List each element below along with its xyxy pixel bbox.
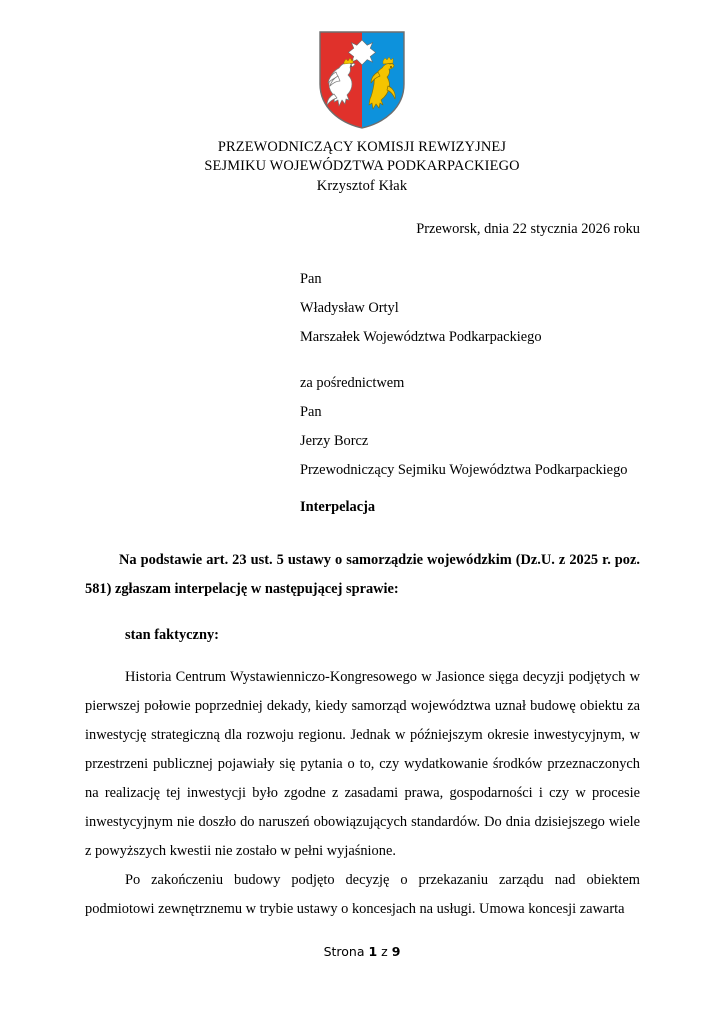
addressee-name: Władysław Ortyl	[300, 300, 399, 316]
footer-current-page: 1	[368, 944, 378, 959]
addressee-honorific: Pan	[300, 271, 322, 287]
dateline: Przeworsk, dnia 22 stycznia 2026 roku	[416, 221, 640, 237]
letterhead-line-1: PRZEWODNICZĄCY KOMISJI REWIZYJNEJ	[217, 139, 507, 155]
coat-of-arms-podkarpackie-icon	[314, 28, 410, 132]
footer-separator: z	[381, 944, 388, 959]
letterhead	[0, 138, 724, 196]
section-label-stan-faktyczny: stan faktyczny:	[125, 627, 219, 643]
via-name: Jerzy Borcz	[300, 433, 369, 449]
body-paragraph-1: Historia Centrum Wystawienniczo-Kongresowego w Jasionce sięga decyzji podjętych w pierwszej połowie poprzedniej dekady, kiedy samorząd województwa uznał budowę obiektu za inwestycję strategiczną dla rozwoju regionu. Jednak w późniejszym okresie inwestycyjnym, w przestrzeni publicznej pojawiały się pytania o to, czy wydatkowanie środków przeznaczonych na realizację tej inwestycji było zgodne z zasadami prawa, gospodarności i czy w procesie inwestycyjnym nie doszło do naruszeń obowiązujących standardów. Do dnia dzisiejszego wiele z powyższych kwestii nie zostało w pełni wyjaśnione.	[85, 669, 640, 859]
emblem-container	[0, 28, 724, 132]
footer-prefix: Strona	[323, 944, 365, 959]
body-paragraph-2: Po zakończeniu budowy podjęto decyzję o przekazaniu zarządu nad obiektem podmiotowi zewnętrznemu w trybie ustawy o koncesjach na usługi. Umowa koncesji zawarta	[85, 872, 640, 917]
via-intro: za pośrednictwem	[300, 375, 405, 391]
letterhead-line-2: SEJMIKU WOJEWÓDZTWA PODKARPACKIEGO	[204, 158, 520, 174]
addressee-title: Marszałek Województwa Podkarpackiego	[300, 329, 542, 345]
via-honorific: Pan	[300, 404, 322, 420]
footer-total-pages: 9	[391, 944, 401, 959]
via-title: Przewodniczący Sejmiku Województwa Podkarpackiego	[300, 462, 628, 478]
body-copy	[85, 663, 640, 924]
addressee-block	[300, 265, 660, 352]
via-addressee-block	[300, 369, 660, 485]
page-footer	[0, 944, 724, 960]
letterhead-author-name: Krzysztof Kłak	[316, 178, 408, 194]
document-title: Interpelacja	[300, 499, 376, 515]
legal-basis-paragraph: Na podstawie art. 23 ust. 5 ustawy o samorządzie wojewódzkim (Dz.U. z 2025 r. poz. 581) zgłaszam interpelację w następującej sprawie:	[85, 552, 640, 597]
